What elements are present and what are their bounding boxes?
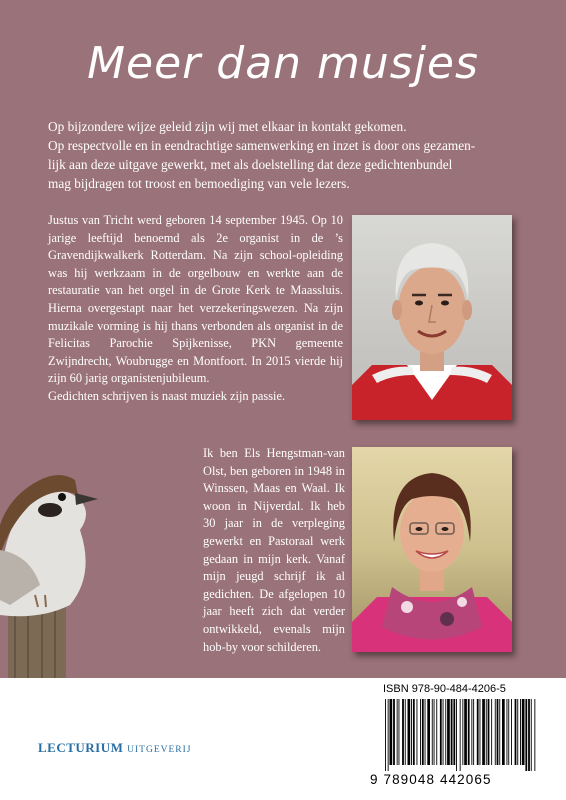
barcode-bar <box>497 699 499 765</box>
barcode-bar <box>520 699 521 765</box>
man-portrait-illustration <box>352 215 512 420</box>
barcode-bar <box>451 699 453 765</box>
barcode-bar <box>402 699 404 765</box>
bio-els: Ik ben Els Hengstman-van Olst, ben geboren in 1948 in Winssen, Maas en Waal. Ik woon in Nijverdal. Ik heb 30 jaar in de verpleging gewerkt en Pastoraal werk gedaan in mijn kerk. Vanaf mijn jeugd schrijf ik al gedichten. De afgelopen 10 jaar heeft zich dat verder ontwikkeld, evenals mijn hob-by voor schilderen. <box>203 446 345 654</box>
publisher-name: LECTURIUM <box>38 740 124 755</box>
barcode-bar <box>473 699 474 765</box>
sparrow-illustration <box>0 455 120 678</box>
barcode-bar <box>425 699 426 765</box>
barcode-bar <box>499 699 500 765</box>
barcode-bar <box>432 699 433 765</box>
barcode-bar <box>464 699 467 765</box>
bio-justus-closing: Gedichten schrijven is naast muziek zijn passie. <box>48 388 286 403</box>
barcode-bar <box>388 699 389 771</box>
barcode-bar <box>480 699 481 765</box>
barcode-bar <box>507 699 508 765</box>
bio-justus-text: Justus van Tricht werd geboren 14 september 1945. Op 10 jarige leeftijd benoemd als 2e organist in de ’s Gravendijkwalkerk Rotterdam. Na zijn school-opleiding was hij werkzaam in de orgelbouw en werkte aan de restauratie van het orgel in de Grote Kerk te Maassluis. Hierna overgestapt naar het verzekeringswezen. Na zijn muzikale vorming is hij thans verbonden als organist in de Felicitas Parochie Spijkenisse, PKN gemeente Zwijndrecht, Woubrugge en Montfoort. In 2015 vierde hij zijn 60 jarig organistenjubileum. <box>48 213 343 386</box>
barcode-bar <box>531 699 532 771</box>
barcode-bar <box>477 699 479 765</box>
barcode-bar <box>508 699 509 765</box>
author-photo-els <box>352 447 512 652</box>
barcode-bar <box>460 699 461 771</box>
barcode-bar <box>515 699 517 765</box>
barcode-bar <box>445 699 446 765</box>
barcode-bar <box>405 699 406 765</box>
barcode-bar <box>488 699 490 765</box>
barcode-bar <box>522 699 525 765</box>
barcode-bar <box>411 699 412 765</box>
barcode-bar <box>390 699 393 765</box>
barcode-bar <box>413 699 415 765</box>
barcode-bar <box>482 699 485 765</box>
barcode-bar <box>422 699 424 765</box>
barcode-bar <box>385 699 386 771</box>
barcode-bar <box>453 699 455 765</box>
barcode-bar <box>440 699 442 765</box>
barcode-bar <box>397 699 398 765</box>
barcode-bar <box>408 699 411 765</box>
barcode-bar <box>502 699 505 765</box>
barcode-bar <box>471 699 472 765</box>
barcode-bar <box>462 699 463 765</box>
intro-line: Op bijzondere wijze geleid zijn wij met elkaar in kontakt gekomen. <box>48 119 407 134</box>
barcode-bar <box>517 699 518 765</box>
barcode-bar <box>511 699 512 765</box>
barcode-bar <box>534 699 535 771</box>
barcode-bar <box>436 699 437 765</box>
barcode-bar <box>486 699 487 765</box>
intro-line: mag bijdragen tot troost en bemoediging van vele lezers. <box>48 176 350 191</box>
barcode-bar <box>495 699 496 765</box>
author-photo-justus <box>352 215 512 420</box>
barcode-bar <box>491 699 492 765</box>
isbn-barcode <box>383 699 538 771</box>
barcode-bar <box>393 699 395 765</box>
intro-paragraph <box>48 117 523 193</box>
barcode-bar <box>528 699 530 771</box>
barcode-bar <box>443 699 444 765</box>
barcode-bar <box>420 699 421 765</box>
barcode-bar <box>417 699 418 765</box>
barcode-bar <box>468 699 470 765</box>
barcode-bar <box>456 699 457 771</box>
publisher-suffix: UITGEVERIJ <box>127 745 192 755</box>
barcode-bar <box>427 699 430 765</box>
bio-justus <box>48 212 343 406</box>
barcode-bar <box>399 699 400 765</box>
barcode-bar <box>525 699 527 771</box>
woman-portrait-illustration <box>352 447 512 652</box>
book-title: Meer dan musjes <box>87 38 479 89</box>
intro-line: lijk aan deze uitgave gewerkt, met als doelstelling dat deze gedichtenbundel <box>48 157 453 172</box>
publisher-logo <box>38 740 192 756</box>
barcode-bar <box>447 699 450 765</box>
isbn-label: ISBN 978-90-484-4206-5 <box>383 683 506 695</box>
intro-line: Op respectvolle en in eendrachtige samenwerking en inzet is door ons gezamen- <box>48 138 476 153</box>
isbn-digits: 9 789048 442065 <box>370 772 492 787</box>
barcode-bar <box>434 699 435 765</box>
